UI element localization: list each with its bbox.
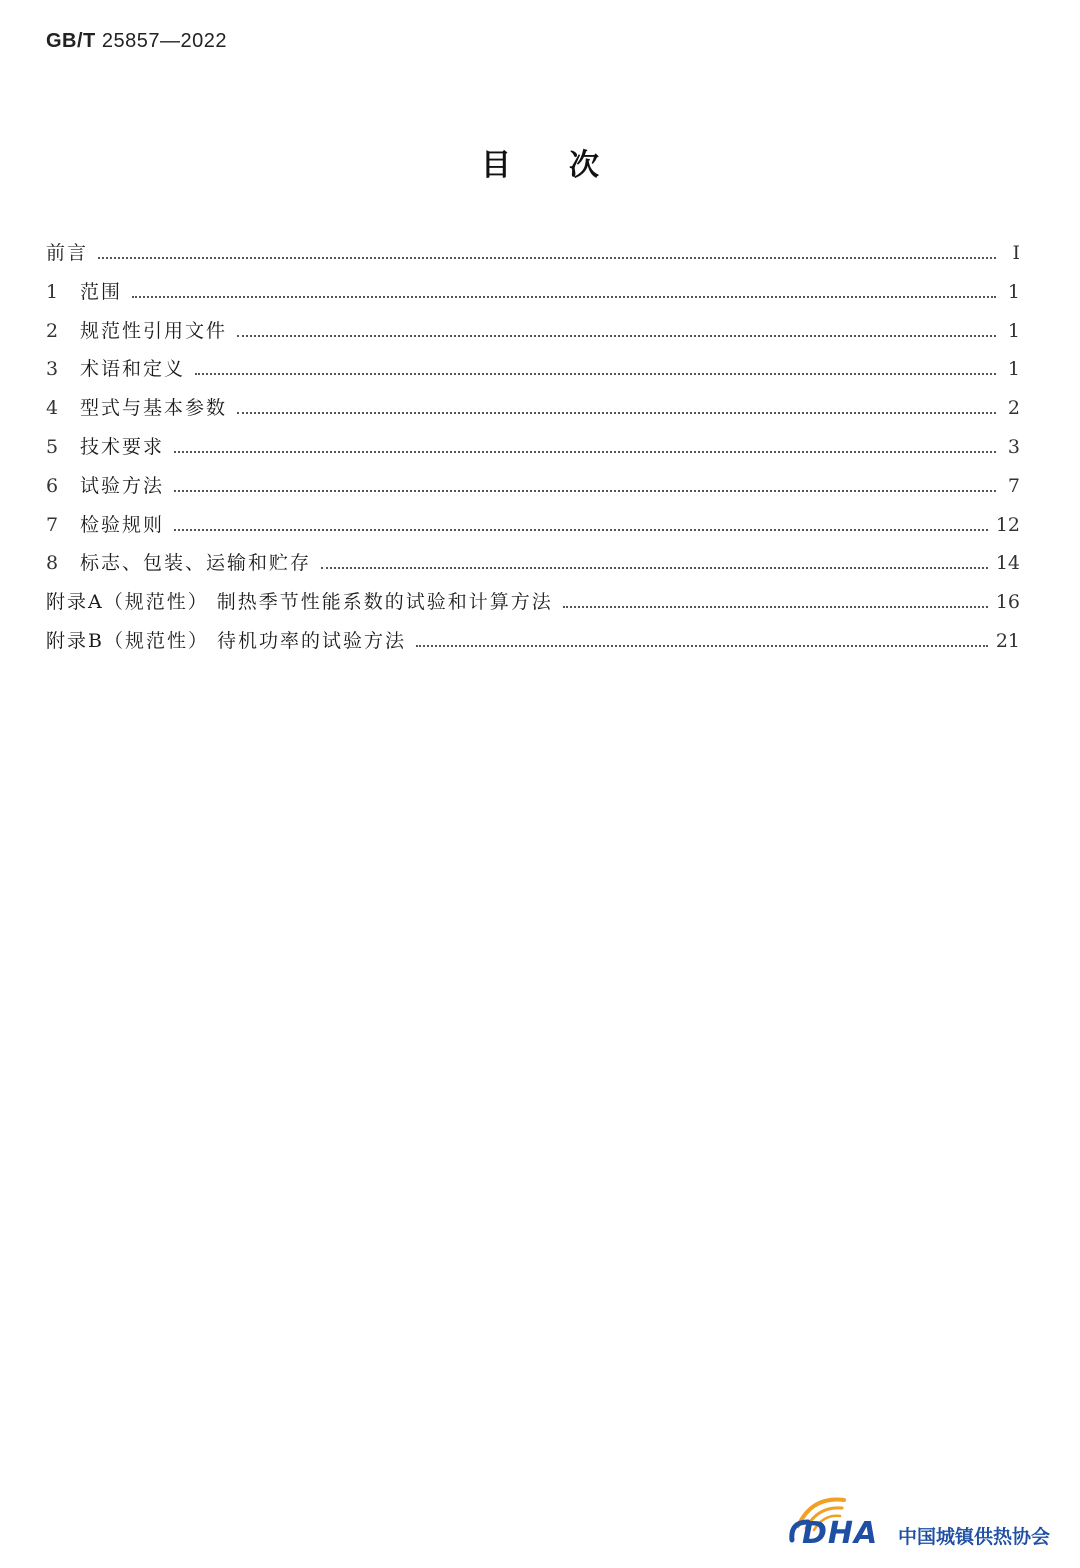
toc-page-number: 2 (1007, 397, 1020, 420)
standard-prefix: GB/T (46, 30, 96, 52)
toc-entry-label: 技术要求 (80, 435, 165, 458)
toc-entry-label: 范围 (80, 280, 123, 303)
toc-entry-label: 附录A（规范性） 制热季节性能系数的试验和计算方法 (46, 591, 553, 614)
dot-leader (321, 567, 988, 569)
toc-entry-label: 前言 (46, 242, 89, 264)
toc-page-number: 14 (995, 552, 1020, 575)
toc-entry-label: 规范性引用文件 (80, 319, 228, 342)
toc-page-number: 21 (995, 629, 1020, 652)
table-of-contents (46, 238, 1020, 665)
toc-entry-6[interactable] (46, 471, 1020, 510)
toc-entry-2[interactable] (46, 316, 1020, 355)
toc-page-number: 7 (1007, 474, 1020, 497)
dot-leader (174, 451, 996, 453)
toc-section-number: 3 (46, 358, 61, 381)
toc-entry-foreword[interactable] (46, 238, 1020, 277)
toc-page-number: 1 (1007, 319, 1020, 342)
standard-number: 25857—2022 (101, 30, 227, 52)
toc-entry-appendix-b[interactable] (46, 626, 1020, 665)
dot-leader (563, 606, 988, 608)
toc-entry-appendix-a[interactable] (46, 587, 1020, 626)
association-watermark (786, 1492, 1056, 1552)
dot-leader (98, 257, 996, 259)
toc-entry-1[interactable] (46, 277, 1020, 316)
toc-entry-label: 术语和定义 (80, 358, 186, 381)
dot-leader (174, 490, 996, 492)
toc-entry-3[interactable] (46, 354, 1020, 393)
dot-leader (416, 645, 988, 647)
toc-page-number: 16 (995, 591, 1020, 614)
toc-page-number: 12 (995, 513, 1020, 536)
toc-section-number: 7 (46, 513, 61, 536)
toc-section-number: 5 (46, 435, 61, 458)
logo-abbreviation: DHA (802, 1516, 879, 1551)
organization-name: 中国城镇供热协会 (898, 1526, 1051, 1548)
dot-leader (132, 296, 996, 298)
toc-page-number: 1 (1007, 358, 1020, 381)
toc-page-number: Ⅰ (1012, 242, 1020, 264)
dot-leader (195, 373, 996, 375)
toc-page-number: 1 (1007, 280, 1020, 303)
toc-section-number: 8 (46, 552, 61, 575)
standard-code (46, 30, 227, 53)
toc-entry-4[interactable] (46, 393, 1020, 432)
toc-entry-8[interactable] (46, 548, 1020, 587)
toc-entry-label: 附录B（规范性） 待机功率的试验方法 (46, 629, 407, 652)
toc-section-number: 6 (46, 474, 61, 497)
toc-section-number: 4 (46, 397, 61, 420)
toc-entry-label: 型式与基本参数 (80, 397, 228, 420)
dot-leader (174, 529, 988, 531)
toc-section-number: 2 (46, 319, 61, 342)
toc-entry-label: 标志、包装、运输和贮存 (80, 552, 312, 575)
toc-entry-7[interactable] (46, 510, 1020, 549)
toc-section-number: 1 (46, 280, 61, 303)
toc-page-number: 3 (1007, 435, 1020, 458)
dot-leader (237, 335, 996, 337)
toc-entry-label: 试验方法 (80, 474, 165, 497)
page-title: 目次 (481, 148, 657, 183)
dot-leader (237, 412, 996, 414)
toc-entry-label: 检验规则 (80, 513, 165, 536)
toc-entry-5[interactable] (46, 432, 1020, 471)
